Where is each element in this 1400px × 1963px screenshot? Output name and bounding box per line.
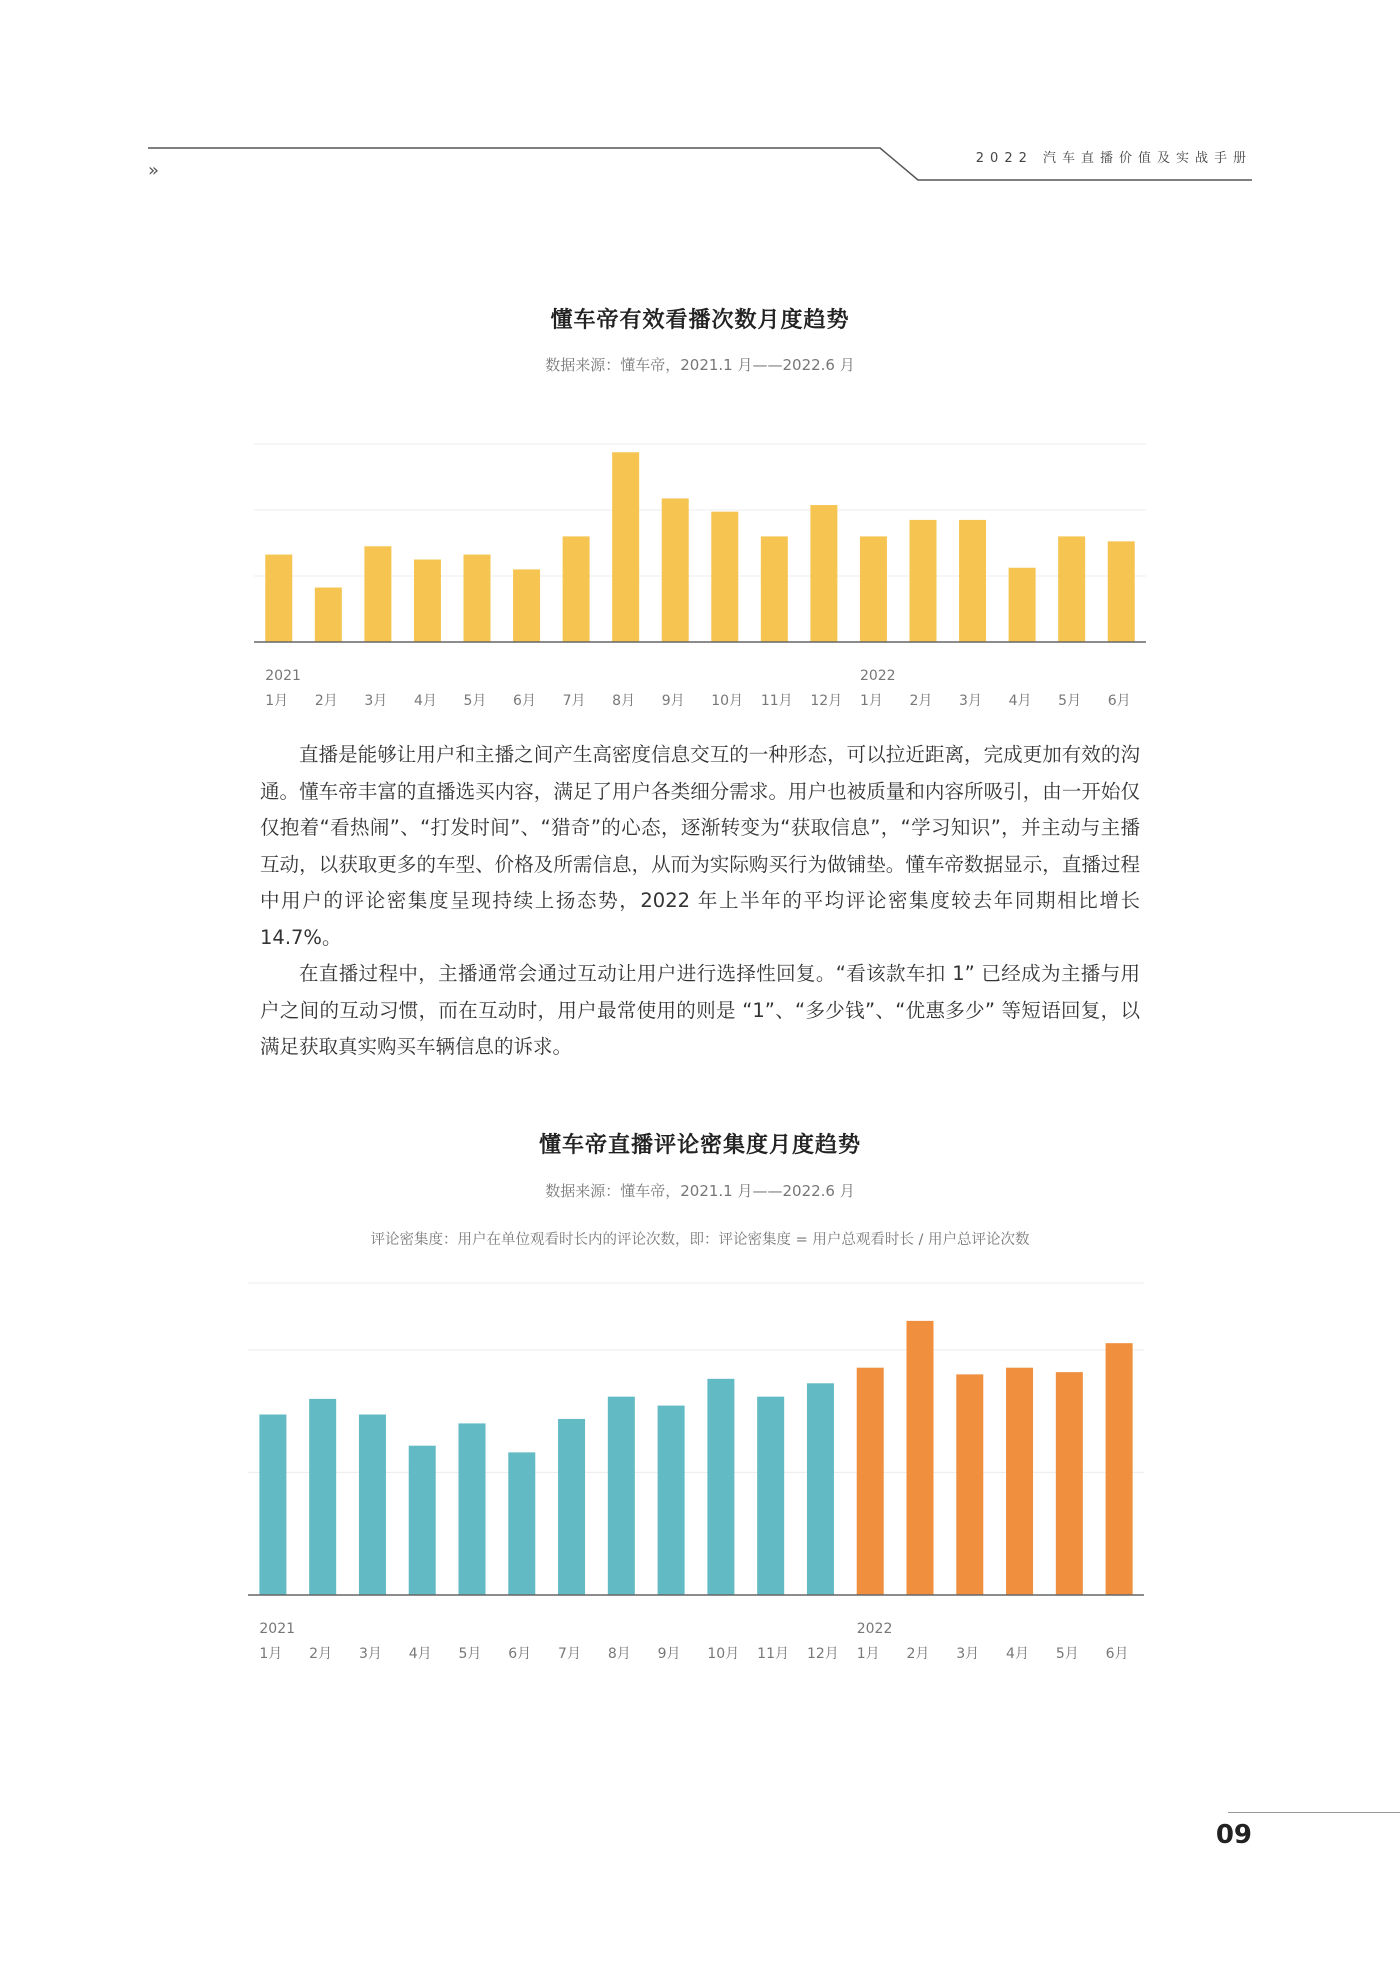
body-paragraph-1: 直播是能够让用户和主播之间产生高密度信息交互的一种形态，可以拉近距离，完成更加有效的沟通。懂车帝丰富的直播选买内容，满足了用户各类细分需求。用户也被质量和内容所吸引，由一开始仅仅抱着“看热闹”、“打发时间”、“猎奇”的心态，逐渐转变为“获取信息”，“学习知识”，并主动与主播互动，以获取更多的车型、价格及所需信息，从而为实际购买行为做铺垫。懂车帝数据显示，直播过程中用户的评论密集度呈现持续上扬态势，2022 年上半年的平均评论密集度较去年同期相比增长 14.7%。 <box>260 743 1140 949</box>
chart2-tick-label: 2月 <box>309 1646 333 1662</box>
chart2-bar <box>608 1397 635 1595</box>
chart1-bar <box>910 520 937 642</box>
chart1-bar <box>315 588 342 642</box>
footer-rule <box>1228 1812 1400 1813</box>
chart2-plot <box>0 1268 1400 1668</box>
chart1-tick-label: 11月 <box>760 693 793 709</box>
chart1-tick-label: 2月 <box>909 693 933 709</box>
chart1-tick-label: 7月 <box>562 693 586 709</box>
chart2-tick-label: 2月 <box>906 1646 930 1662</box>
chart1-tick-label: 3月 <box>959 693 982 709</box>
document-title: 2022 汽车直播价值及实战手册 <box>975 151 1252 166</box>
chart2-year-label: 2021 <box>259 1621 296 1637</box>
page-number: 09 <box>1215 1820 1252 1850</box>
chart2-tick-label: 4月 <box>408 1646 432 1662</box>
chart1-bar <box>265 555 292 642</box>
body-text <box>260 737 1140 1066</box>
chart1-tick-label: 10月 <box>711 693 744 709</box>
chart2-bar <box>956 1374 983 1595</box>
chart2-bar <box>508 1452 535 1595</box>
chart1-bar <box>513 569 540 642</box>
chart1-year-label: 2021 <box>265 668 301 684</box>
chart1-tick-label: 1月 <box>265 693 289 709</box>
chart2-year-label: 2022 <box>856 1621 893 1637</box>
chart1-tick-label: 2月 <box>314 693 338 709</box>
chart1-title: 懂车帝有效看播次数月度趋势 <box>550 308 850 333</box>
chart1-tick-label: 5月 <box>1058 693 1082 709</box>
chart1-bar <box>711 512 738 642</box>
chart1-plot <box>0 430 1400 720</box>
chart2-bar <box>757 1397 784 1595</box>
chevron-icon: » <box>148 160 160 181</box>
chart2-bar <box>857 1368 884 1595</box>
chart1-bar <box>612 452 639 642</box>
chart1-bar <box>1009 568 1036 642</box>
chart2-source: 数据来源：懂车帝，2021.1 月——2022.6 月 <box>545 1182 855 1200</box>
chart2-title: 懂车帝直播评论密集度月度趋势 <box>538 1133 861 1158</box>
chart1-bar <box>1108 541 1135 642</box>
chart2-bar <box>558 1419 585 1595</box>
chart2-tick-label: 10月 <box>707 1646 740 1662</box>
chart2-tick-label: 5月 <box>1055 1646 1079 1662</box>
chart2-tick-label: 3月 <box>358 1646 382 1662</box>
chart1-tick-label: 4月 <box>413 693 437 709</box>
chart1-bar <box>563 536 590 642</box>
chart2-tick-label: 12月 <box>806 1646 839 1662</box>
chart2-bar <box>1006 1368 1033 1595</box>
chart1-tick-label: 6月 <box>513 693 536 709</box>
chart2-tick-label: 1月 <box>259 1646 283 1662</box>
chart2-tick-label: 3月 <box>956 1646 980 1662</box>
chart1-bar <box>860 536 887 642</box>
chart2-bar <box>707 1379 734 1595</box>
chart2-tick-label: 11月 <box>757 1646 789 1662</box>
chart2-tick-label: 4月 <box>1006 1646 1029 1662</box>
chart1-year-label: 2022 <box>859 668 896 684</box>
chart1-bar <box>959 520 986 642</box>
chart2-bar <box>409 1446 436 1595</box>
chart1-tick-label: 3月 <box>364 693 388 709</box>
header-decoration <box>0 0 1400 200</box>
chart1-tick-label: 8月 <box>612 693 636 709</box>
chart2-tick-label: 6月 <box>1105 1646 1129 1662</box>
chart2-tick-label: 6月 <box>508 1646 532 1662</box>
chart2-bar <box>907 1321 934 1595</box>
chart1-source: 数据来源：懂车帝，2021.1 月——2022.6 月 <box>545 356 855 374</box>
chart1-bar <box>761 536 788 642</box>
chart2-bar <box>658 1406 685 1595</box>
chart2-tick-label: 8月 <box>607 1646 631 1662</box>
chart1-tick-label: 1月 <box>859 693 883 709</box>
chart1-bar <box>464 555 491 642</box>
chart2-tick-label: 7月 <box>558 1646 581 1662</box>
chart2-tick-label: 9月 <box>657 1646 681 1662</box>
chart1-tick-label: 4月 <box>1008 693 1032 709</box>
chart1-bar <box>1058 536 1085 642</box>
chart2-tick-label: 5月 <box>458 1646 482 1662</box>
chart2-bar <box>359 1414 386 1595</box>
chart2-bar <box>459 1423 486 1595</box>
chart2-bar <box>807 1383 834 1595</box>
chart2-note: 评论密集度：用户在单位观看时长内的评论次数，即：评论密集度 = 用户总观看时长 / 用户总评论次数 <box>370 1232 1030 1248</box>
chart1-bar <box>810 505 837 642</box>
chart1-bar <box>364 546 391 642</box>
chart1-tick-label: 5月 <box>463 693 487 709</box>
chart2-bar <box>1056 1372 1083 1595</box>
chart2-bar <box>309 1399 336 1595</box>
chart1-tick-label: 9月 <box>661 693 685 709</box>
chart1-tick-label: 12月 <box>810 693 843 709</box>
chart1-bar <box>414 560 441 643</box>
chart1-tick-label: 6月 <box>1107 693 1131 709</box>
chart1-bar <box>662 498 689 642</box>
chart2-bar <box>1106 1343 1133 1595</box>
body-paragraph-2: 在直播过程中，主播通常会通过互动让用户进行选择性回复。“看该款车扣 1” 已经成为主播与用户之间的互动习惯，而在互动时，用户最常使用的则是 “1”、“多少钱”、“优惠多少” 等短语回复，以满足获取真实购买车辆信息的诉求。 <box>260 962 1140 1058</box>
chart2-tick-label: 1月 <box>856 1646 880 1662</box>
chart2-bar <box>259 1414 286 1595</box>
